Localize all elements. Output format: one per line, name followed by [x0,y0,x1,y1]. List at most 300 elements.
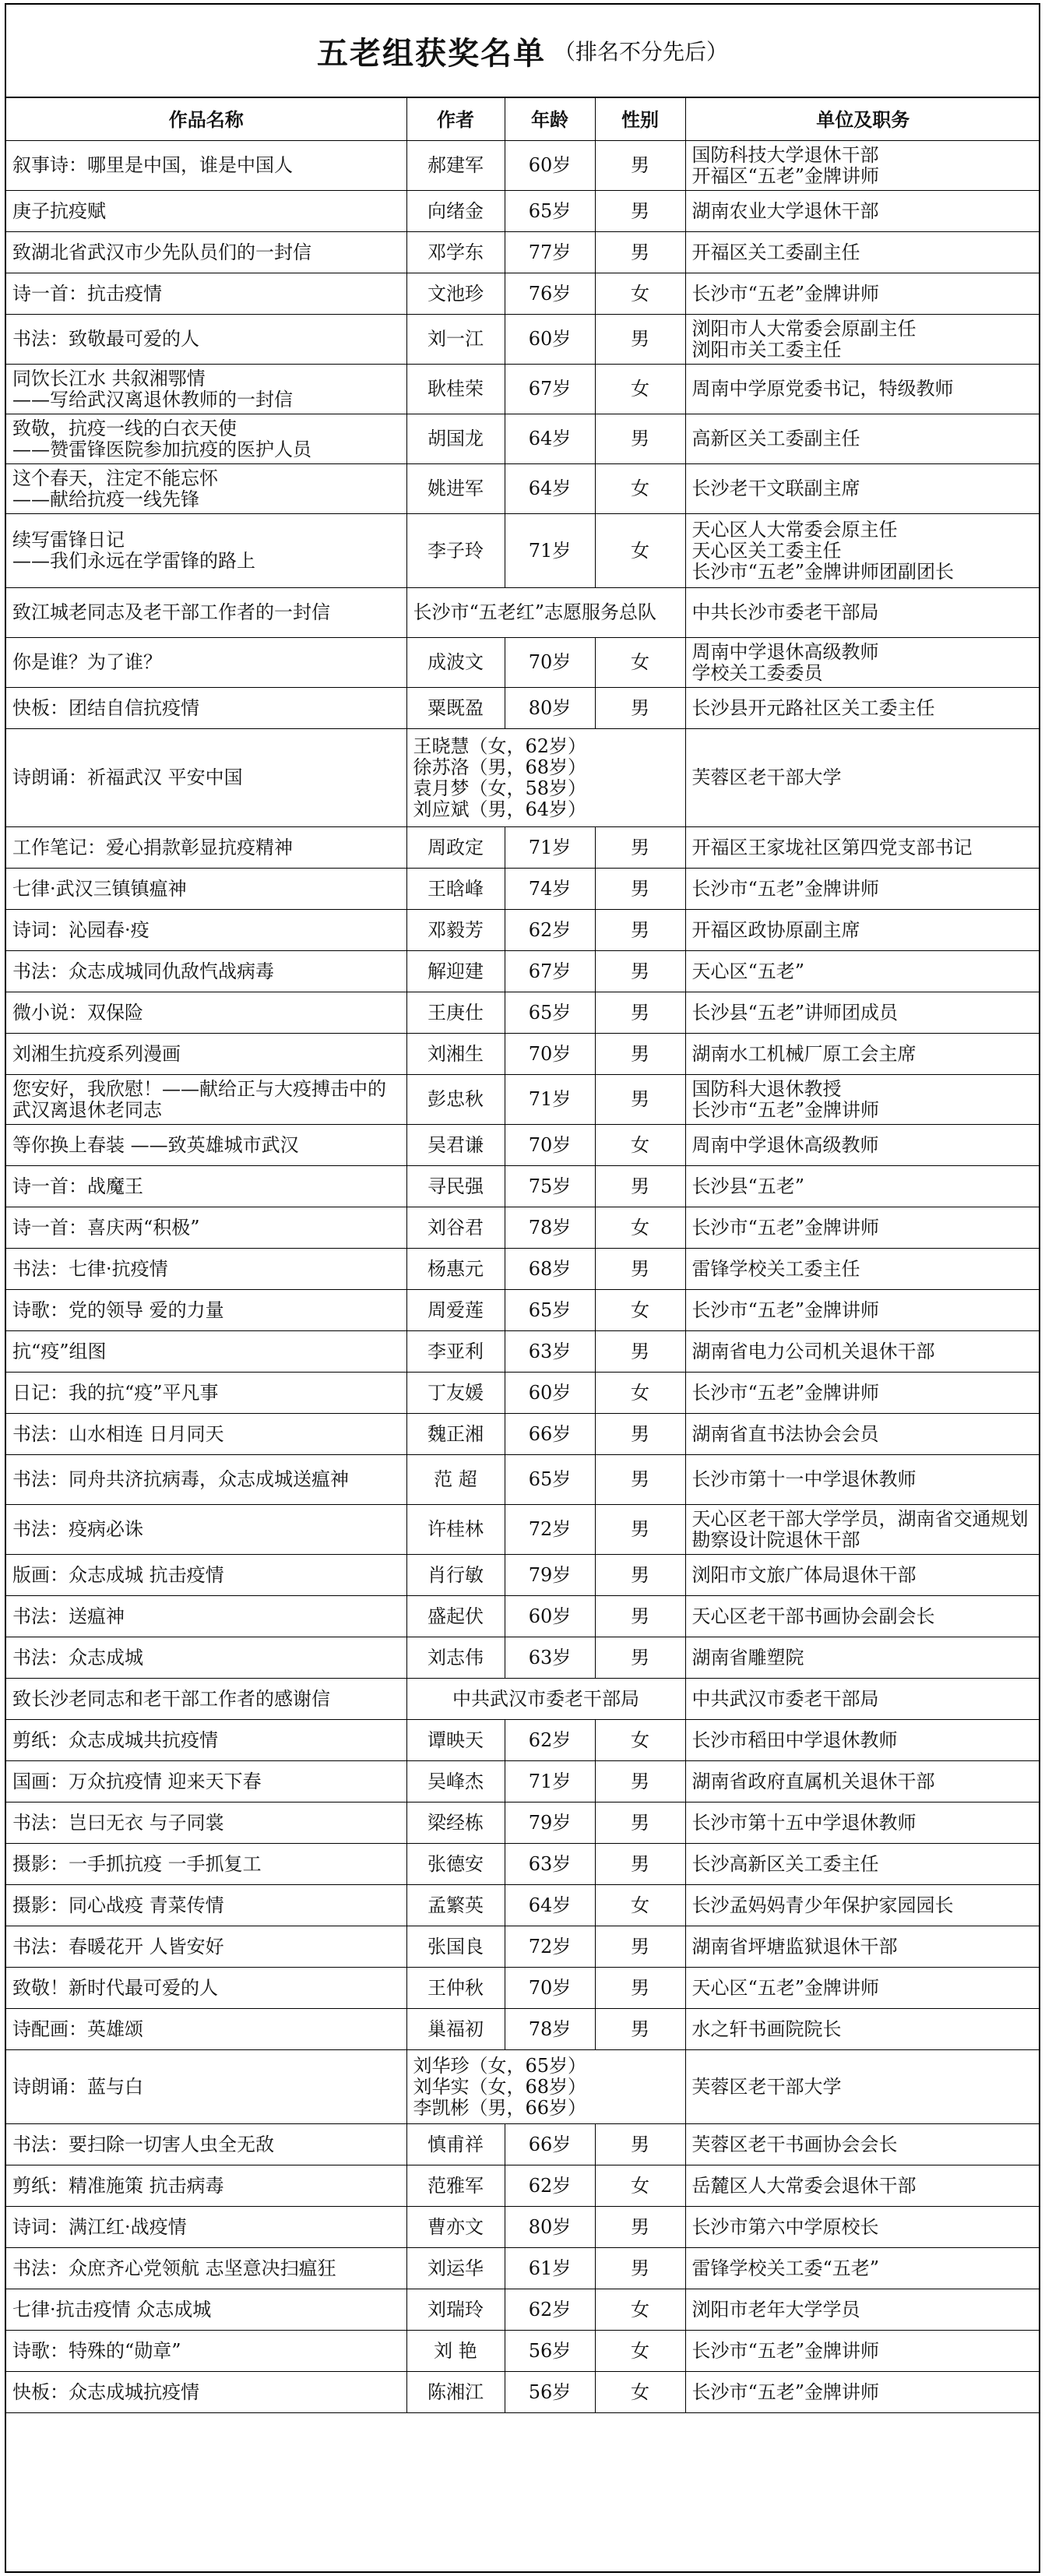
table-row [6,729,1040,827]
cell-unit [685,1414,1040,1455]
table-row [6,1679,1040,1720]
cell-gender: 男 [595,1414,685,1455]
table-row [6,2372,1040,2413]
cell-author [406,2207,505,2248]
cell-work [6,1207,406,1249]
cell-unit [685,1034,1040,1075]
author-name: 彭忠秋 [428,1088,484,1110]
table-row [6,2050,1040,2124]
cell-age: 60岁 [505,1373,595,1414]
cell-unit [685,232,1040,273]
author-name: 范 超 [434,1468,477,1490]
cell-work [6,1331,406,1373]
author-name: 邓学东 [428,241,484,263]
author-name: 郝建军 [428,154,484,176]
cell-unit [685,1331,1040,1373]
author-name: 吴君谦 [428,1133,484,1156]
cell-work [6,141,406,191]
unit-line: 长沙县开元路社区关工委主任 [691,696,935,719]
cell-author [406,2248,505,2289]
cell-work [6,1968,406,2009]
author-name: 盛起伏 [428,1605,484,1627]
cell-author [406,2331,505,2372]
table-row [6,1885,1040,1926]
cell-age: 68岁 [505,1249,595,1290]
work-title: 诗一首：战魔王 [12,1175,143,1197]
table-header-row [6,98,1040,141]
cell-author [406,1331,505,1373]
cell-gender: 男 [595,827,685,869]
unit-line: 开福区“五老”金牌讲师 [691,164,880,187]
cell-age: 70岁 [505,1968,595,2009]
cell-gender: 女 [595,1373,685,1414]
cell-age: 78岁 [505,1207,595,1249]
cell-work [6,588,406,638]
cell-author [406,514,505,588]
cell-unit [685,1207,1040,1249]
work-title: 摄影：一手抓抗疫 一手抓复工 [12,1852,262,1875]
work-title: 书法：众志成城同仇敌忾战病毒 [12,960,274,982]
cell-author [406,464,505,514]
author-name: 张国良 [428,1935,484,1958]
table-row [6,1034,1040,1075]
cell-author-group [406,2050,685,2124]
cell-gender: 男 [595,1926,685,1968]
author-name: 刘湘生 [428,1042,484,1065]
cell-unit [685,2331,1040,2372]
table-row [6,2331,1040,2372]
cell-author [406,992,505,1034]
table-row [6,951,1040,992]
table-row [6,1596,1040,1637]
unit-line: 长沙市“五老”金牌讲师团副团长 [691,560,955,583]
unit-line: 长沙孟妈妈青少年保护家园园长 [691,1894,954,1916]
work-title: 快板：团结自信抗疫情 [12,696,199,719]
author-name: 王庚仕 [428,1001,484,1024]
cell-author [406,2289,505,2331]
unit-line: 中共长沙市委老干部局 [691,601,879,623]
cell-gender: 男 [595,1555,685,1596]
cell-unit [685,2289,1040,2331]
unit-line: 长沙市“五老”金牌讲师 [691,1381,880,1404]
cell-author [406,1844,505,1885]
cell-author [406,1414,505,1455]
cell-author [406,688,505,729]
cell-author [406,2165,505,2207]
work-title: 诗一首：抗击疫情 [12,282,162,305]
cell-unit [685,1926,1040,1968]
work-title: ——写给武汉离退休教师的一封信 [12,388,293,411]
author-name: 李子玲 [428,539,484,562]
author-name: 周政定 [428,836,484,858]
cell-work [6,992,406,1034]
table-row [6,638,1040,688]
author-name: 刘华实（女，68岁） [413,2075,587,2098]
table-row [6,1844,1040,1885]
cell-work [6,1249,406,1290]
cell-gender: 男 [595,1075,685,1125]
table-row [6,1166,1040,1207]
work-title: 致湖北省武汉市少先队员们的一封信 [12,241,311,263]
work-title: 七律·抗击疫情 众志成城 [12,2298,212,2321]
author-name: 刘志伟 [428,1646,484,1669]
table-row [6,1414,1040,1455]
author-name: 王仲秋 [428,1976,484,1999]
author-name: 文池珍 [428,282,484,305]
author-name: 向绪金 [428,199,484,222]
unit-line: 长沙市“五老”金牌讲师 [691,2380,880,2403]
cell-age: 78岁 [505,2009,595,2050]
cell-gender: 男 [595,869,685,910]
cell-gender: 女 [595,365,685,414]
unit-line: 天心区人大常委会原主任 [691,518,898,541]
unit-line: 长沙市“五老”金牌讲师 [691,877,880,900]
cell-unit [685,992,1040,1034]
cell-age: 60岁 [505,315,595,365]
cell-unit [685,2207,1040,2248]
cell-unit [685,1505,1040,1555]
cell-age: 67岁 [505,951,595,992]
unit-line: 长沙市“五老”金牌讲师 [691,1216,880,1239]
author-name: 袁月梦（女，58岁） [413,777,587,799]
author-name: 张德安 [428,1852,484,1875]
unit-line: 长沙市稻田中学退休教师 [691,1728,898,1751]
cell-gender: 男 [595,1249,685,1290]
table-row [6,2009,1040,2050]
cell-gender: 男 [595,1802,685,1844]
work-title: 书法：春暖花开 人皆安好 [12,1935,224,1958]
cell-gender: 女 [595,2289,685,2331]
work-title: 诗朗诵：蓝与白 [12,2075,143,2098]
cell-age: 62岁 [505,910,595,951]
unit-line: 周南中学退休高级教师 [691,1133,879,1156]
table-row [6,1331,1040,1373]
cell-unit [685,514,1040,588]
author-name: 李亚利 [428,1340,484,1362]
cell-age: 64岁 [505,1885,595,1926]
cell-age: 62岁 [505,1720,595,1761]
cell-work [6,191,406,232]
work-title: 书法：众志成城 [12,1646,143,1669]
unit-line: 长沙市“五老”金牌讲师 [691,282,880,305]
author-name: 吴峰杰 [428,1770,484,1792]
unit-line: 周南中学退休高级教师 [691,640,879,663]
cell-gender: 女 [595,273,685,315]
cell-age: 56岁 [505,2372,595,2413]
cell-age: 60岁 [505,1596,595,1637]
table-row [6,869,1040,910]
cell-author [406,1075,505,1125]
cell-unit [685,2165,1040,2207]
cell-unit [685,1637,1040,1679]
work-title: 工作笔记：爱心捐款彰显抗疫精神 [12,836,293,858]
cell-work [6,2165,406,2207]
cell-work [6,414,406,464]
table-row [6,1802,1040,1844]
cell-author [406,827,505,869]
cell-unit [685,1761,1040,1802]
work-title: 版画：众志成城 抗击疫情 [12,1563,224,1586]
unit-line: 水之轩书画院院长 [691,2017,842,2040]
header-author: 作者 [406,98,505,141]
header-unit: 单位及职务 [685,98,1040,141]
cell-gender: 男 [595,1505,685,1555]
cell-age: 61岁 [505,2248,595,2289]
cell-age: 76岁 [505,273,595,315]
cell-unit [685,1249,1040,1290]
cell-author [406,1637,505,1679]
cell-author [406,1761,505,1802]
work-title: 诗歌：党的领导 爱的力量 [12,1299,224,1321]
author-name: 耿桂荣 [428,378,484,400]
cell-gender: 男 [595,1761,685,1802]
table-row [6,514,1040,588]
unit-line: 高新区关工委副主任 [691,428,860,449]
cell-age: 66岁 [505,1414,595,1455]
author-name: 肖行敏 [428,1563,484,1586]
work-title: ——赞雷锋医院参加抗疫的医护人员 [12,438,311,460]
unit-line: 湖南省政府直属机关退休干部 [691,1770,935,1792]
cell-unit [685,1720,1040,1761]
author-name: 邓毅芳 [428,918,484,941]
cell-age: 65岁 [505,1455,595,1505]
work-title: 书法：同舟共济抗病毒，众志成城送瘟神 [12,1468,349,1490]
table-row [6,1373,1040,1414]
cell-work [6,1679,406,1720]
work-title: 书法：岂曰无衣 与子同裳 [12,1811,224,1834]
author-name: 刘谷君 [428,1216,484,1239]
table-row [6,1505,1040,1555]
cell-work [6,1373,406,1414]
cell-work [6,232,406,273]
cell-author [406,414,505,464]
cell-work [6,2207,406,2248]
cell-author [406,273,505,315]
cell-unit [685,1075,1040,1125]
cell-gender: 男 [595,414,685,464]
cell-work [6,1926,406,1968]
cell-age: 60岁 [505,141,595,191]
author-name: 胡国龙 [428,428,484,449]
cell-unit [685,1802,1040,1844]
unit-line: 长沙市第十五中学退休教师 [691,1811,917,1834]
cell-age: 71岁 [505,514,595,588]
table-row [6,1761,1040,1802]
unit-line: 长沙高新区关工委主任 [691,1852,879,1875]
cell-unit [685,2050,1040,2124]
work-title: 诗词：满江红·战疫情 [12,2215,187,2238]
cell-unit [685,2248,1040,2289]
author-name: 成波文 [428,651,484,673]
cell-work [6,1885,406,1926]
cell-age: 79岁 [505,1802,595,1844]
cell-age: 80岁 [505,2207,595,2248]
cell-author [406,1455,505,1505]
author-name: 陈湘江 [428,2380,484,2403]
author-name: 刘应斌（男，64岁） [413,798,587,820]
cell-unit [685,1555,1040,1596]
table-row [6,1720,1040,1761]
cell-author [406,1596,505,1637]
cell-unit [685,191,1040,232]
cell-unit [685,414,1040,464]
cell-age: 72岁 [505,1505,595,1555]
cell-gender: 男 [595,2248,685,2289]
author-name: 周爱莲 [428,1299,484,1321]
cell-work [6,315,406,365]
cell-unit [685,2372,1040,2413]
unit-line: 雷锋学校关工委主任 [691,1257,860,1280]
cell-work [6,638,406,688]
table-row [6,464,1040,514]
cell-work [6,1414,406,1455]
cell-work [6,951,406,992]
cell-gender: 男 [595,141,685,191]
cell-age: 80岁 [505,688,595,729]
cell-unit [685,1596,1040,1637]
author-name: 刘运华 [428,2257,484,2279]
cell-gender: 女 [595,1207,685,1249]
unit-line: 天心区老干部大学学员，湖南省交通规划勘察设计院退休干部 [691,1507,1029,1551]
unit-line: 国防科技大学退休干部 [691,143,879,166]
cell-author-group [406,729,685,827]
unit-line: 天心区关工委主任 [691,539,842,562]
cell-age: 74岁 [505,869,595,910]
table-row [6,191,1040,232]
work-title: 书法：众庶齐心党领航 志坚意决扫瘟狂 [12,2257,336,2279]
author-name: 解迎建 [428,960,484,982]
author-name: 刘瑞玲 [428,2298,484,2321]
cell-gender: 男 [595,191,685,232]
cell-author [406,1555,505,1596]
table-row [6,1455,1040,1505]
header-gender: 性别 [595,98,685,141]
table-row [6,992,1040,1034]
cell-unit [685,1885,1040,1926]
cell-age: 71岁 [505,827,595,869]
cell-age: 71岁 [505,1761,595,1802]
cell-age: 71岁 [505,1075,595,1125]
unit-line: 天心区“五老” [691,960,805,982]
unit-line: 浏阳市关工委主任 [691,338,842,361]
cell-author [406,1034,505,1075]
author-name: 杨惠元 [428,1257,484,1280]
cell-age: 70岁 [505,1034,595,1075]
work-title: ——我们永远在学雷锋的路上 [12,550,255,572]
cell-gender: 女 [595,1290,685,1331]
cell-gender: 女 [595,514,685,588]
cell-unit [685,1968,1040,2009]
cell-unit [685,464,1040,514]
cell-author [406,315,505,365]
cell-gender: 男 [595,1968,685,2009]
cell-gender: 女 [595,464,685,514]
cell-gender: 男 [595,2124,685,2165]
unit-line: 周南中学原党委书记，特级教师 [691,378,954,400]
cell-unit [685,1844,1040,1885]
cell-unit [685,2009,1040,2050]
cell-gender: 女 [595,1720,685,1761]
work-title: 致长沙老同志和老干部工作者的感谢信 [12,1687,330,1710]
author-name: 王晓慧（女，62岁） [413,735,587,757]
unit-line: 长沙老干文联副主席 [691,477,860,499]
cell-gender: 女 [595,2331,685,2372]
cell-age: 63岁 [505,1331,595,1373]
table-row [6,1926,1040,1968]
cell-work [6,869,406,910]
work-title: 诗歌：特殊的“勋章” [12,2339,181,2362]
unit-line: 雷锋学校关工委“五老” [691,2257,880,2279]
cell-age: 75岁 [505,1166,595,1207]
unit-line: 开福区政协原副主席 [691,918,860,941]
unit-line: 长沙县“五老” [691,1175,805,1197]
award-list-sheet [5,3,1040,2573]
cell-gender: 男 [595,688,685,729]
unit-line: 天心区老干部书画协会副会长 [691,1605,935,1627]
cell-age: 65岁 [505,992,595,1034]
cell-unit [685,365,1040,414]
cell-gender: 女 [595,1125,685,1166]
cell-work [6,2248,406,2289]
table-row [6,2165,1040,2207]
work-title: 续写雷锋日记 [12,529,125,551]
cell-author [406,638,505,688]
author-name: 姚进军 [428,477,484,499]
table-row [6,141,1040,191]
cell-gender: 男 [595,1034,685,1075]
cell-age: 64岁 [505,464,595,514]
cell-gender: 女 [595,1885,685,1926]
work-title: 摄影：同心战疫 青菜传情 [12,1894,224,1916]
title-main: 五老组获奖名单 [316,34,546,72]
cell-age: 70岁 [505,1125,595,1166]
cell-age: 56岁 [505,2331,595,2372]
unit-line: 芙蓉区老干书画协会会长 [691,2133,898,2155]
author-name: 刘 艳 [434,2339,477,2362]
author-name: 丁友媛 [428,1381,484,1404]
author-name: 徐苏洛（男，68岁） [413,756,587,778]
cell-age: 77岁 [505,232,595,273]
work-title: 七律·武汉三镇镇瘟神 [12,877,187,900]
table-row [6,910,1040,951]
cell-work [6,1034,406,1075]
cell-work [6,910,406,951]
table-row [6,414,1040,464]
work-title: 致敬，抗疫一线的白衣天使 [12,417,237,439]
work-title: 书法：要扫除一切害人虫全无敌 [12,2133,274,2155]
work-title: 诗配画：英雄颂 [12,2017,143,2040]
work-title: 快板：众志成城抗疫情 [12,2380,199,2403]
header-work: 作品名称 [6,98,406,141]
cell-author [406,141,505,191]
unit-line: 学校关工委委员 [691,661,823,684]
cell-gender: 女 [595,2372,685,2413]
cell-work [6,729,406,827]
author-name: 谭映天 [428,1728,484,1751]
work-title: 剪纸：众志成城共抗疫情 [12,1728,218,1751]
unit-line: 天心区“五老”金牌讲师 [691,1976,880,1999]
work-title: 微小说：双保险 [12,1001,143,1024]
cell-age: 79岁 [505,1555,595,1596]
cell-work [6,1844,406,1885]
work-title: 您安好，我欣慰！——献给正与大疫搏击中的武汉离退休老同志 [12,1077,386,1121]
cell-work [6,1761,406,1802]
unit-line: 湖南省雕塑院 [691,1646,804,1669]
cell-work [6,2050,406,2124]
author-name: 孟繁英 [428,1894,484,1916]
author-name: 寻民强 [428,1175,484,1197]
cell-work [6,2124,406,2165]
